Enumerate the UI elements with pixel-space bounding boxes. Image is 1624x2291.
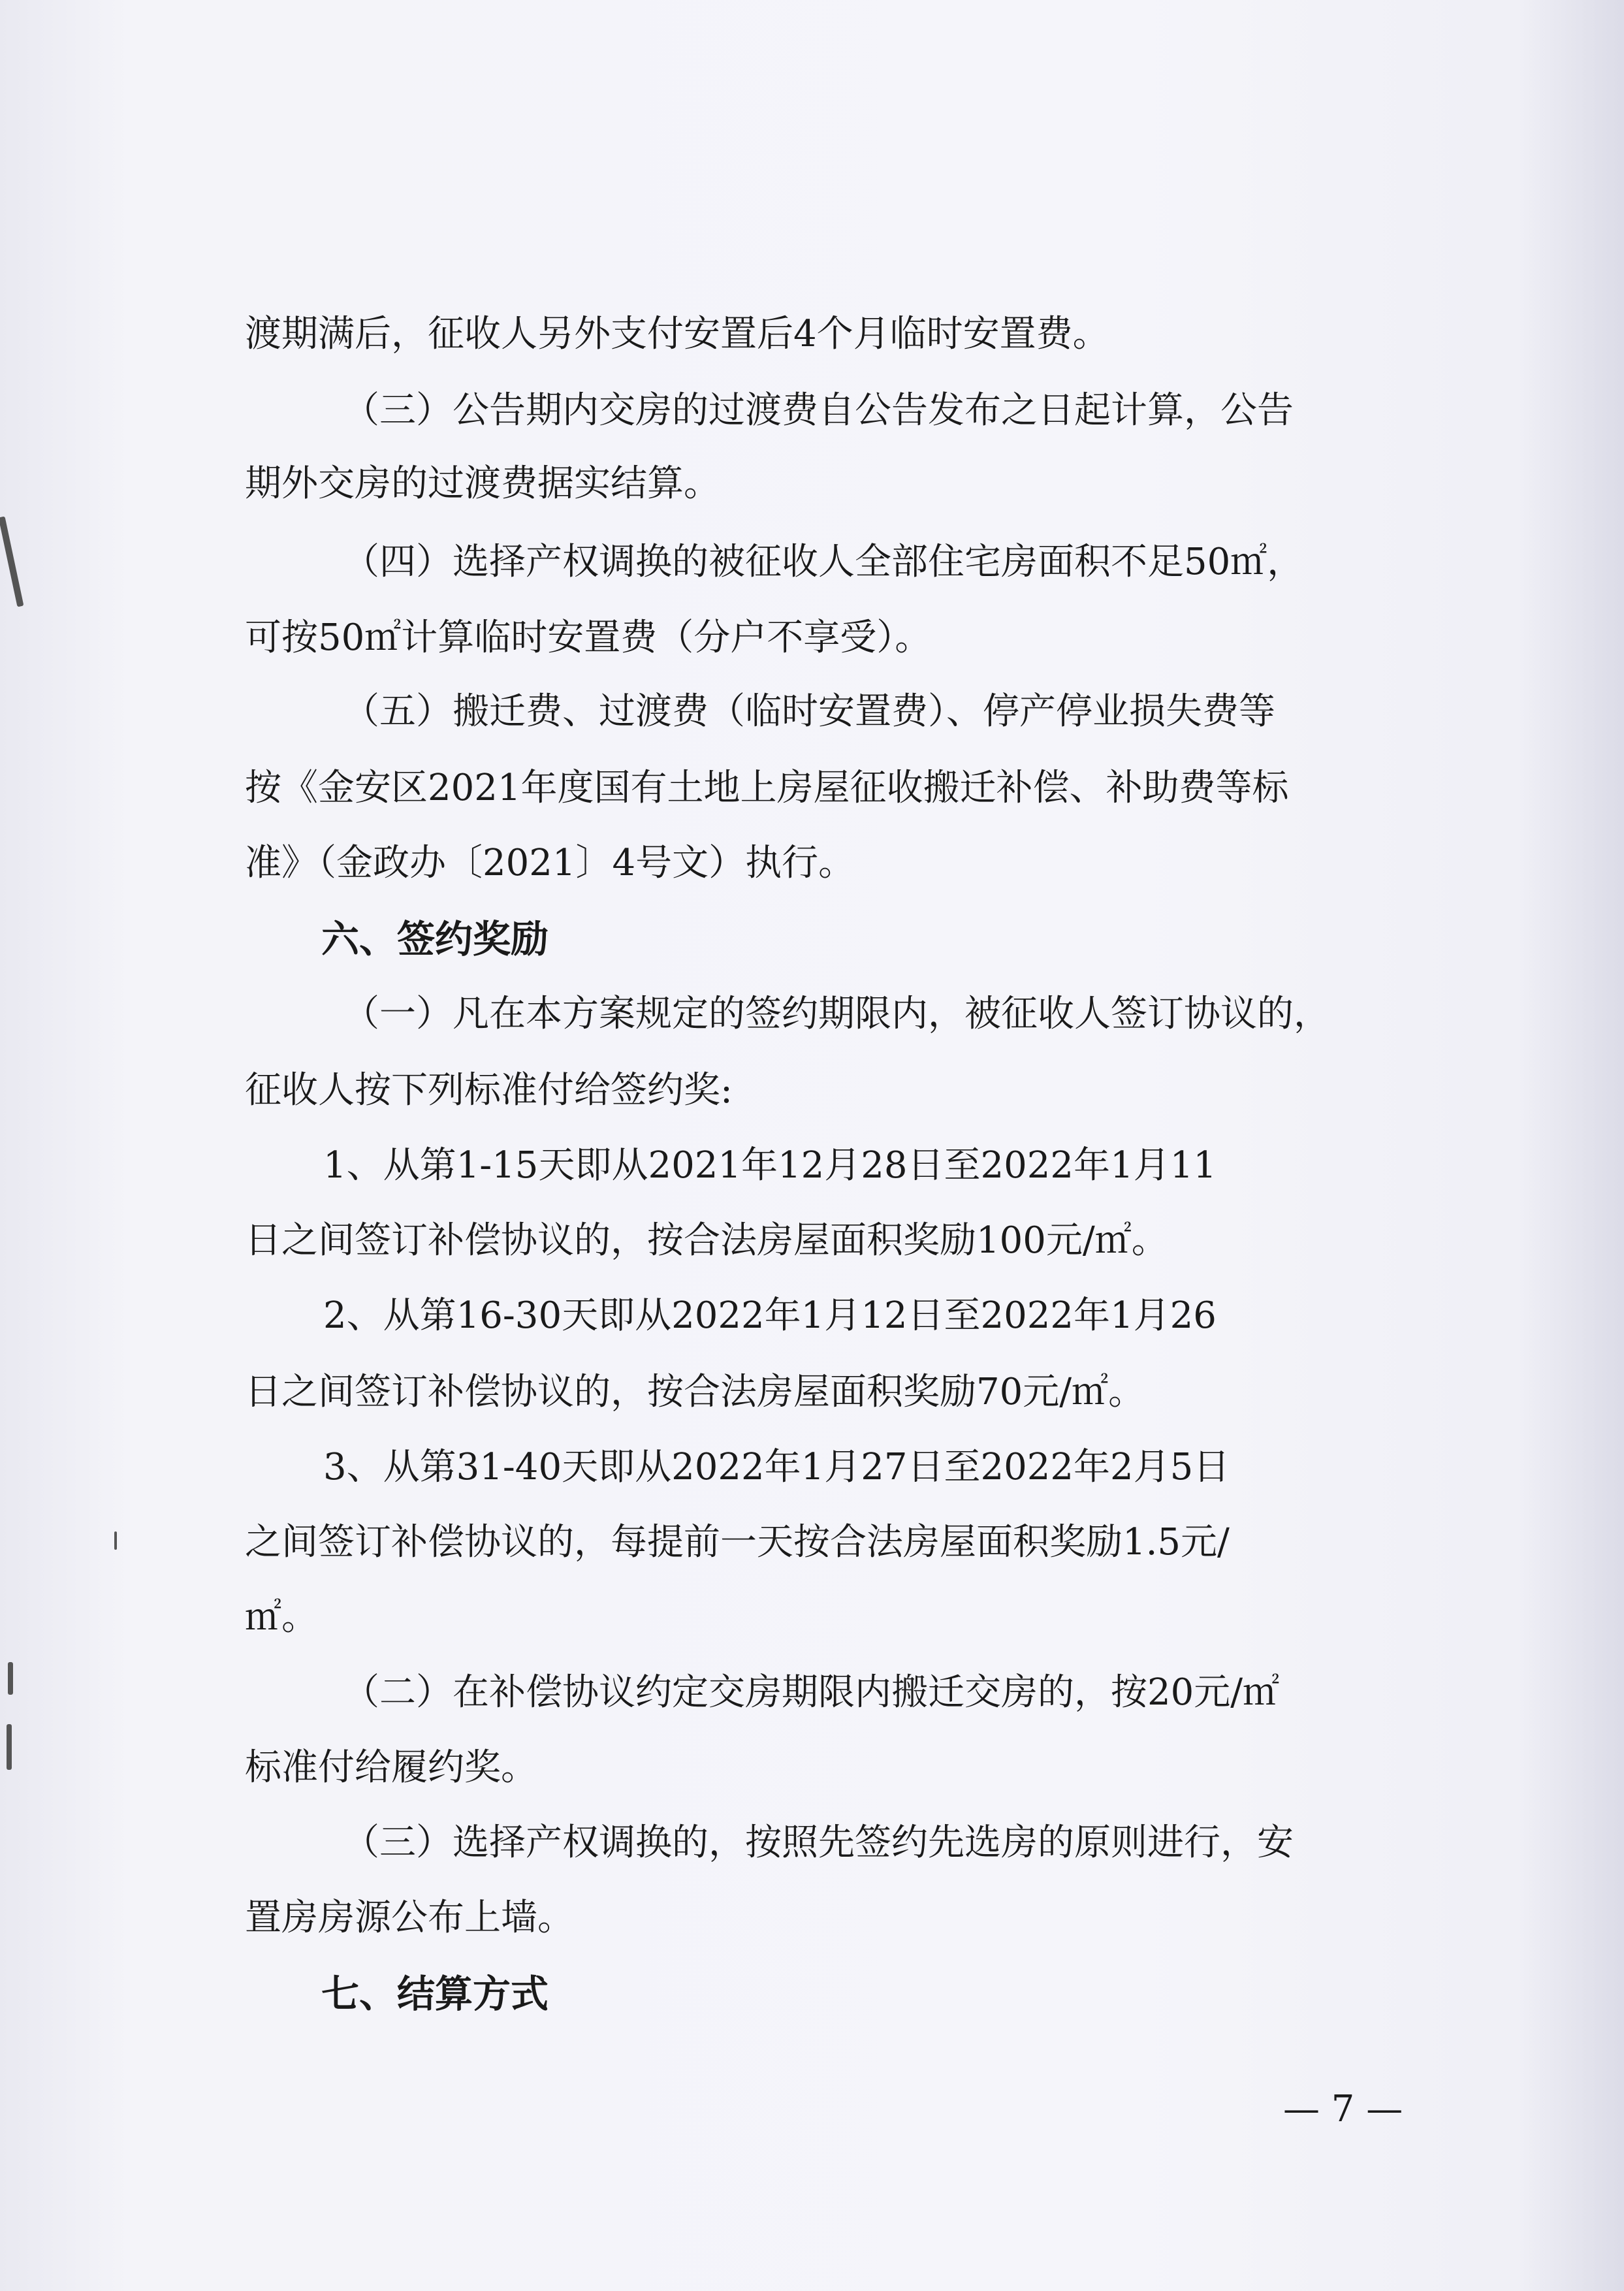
text-line: 标准付给履约奖。 bbox=[245, 1746, 537, 1789]
text-line: 2、从第16-30天即从2022年1月12日至2022年1月26 bbox=[323, 1294, 1217, 1337]
text-line: 1、从第1-15天即从2021年12月28日至2022年1月11 bbox=[323, 1144, 1217, 1187]
text-line: 日之间签订补偿协议的，按合法房屋面积奖励100元/㎡。 bbox=[245, 1219, 1168, 1262]
text-line: 可按50㎡计算临时安置费（分户不享受）。 bbox=[245, 617, 932, 659]
text-line: 期外交房的过渡费据实结算。 bbox=[245, 462, 720, 505]
text-line: 之间签订补偿协议的，每提前一天按合法房屋面积奖励1.5元/ bbox=[245, 1521, 1230, 1563]
text-line: 3、从第31-40天即从2022年1月27日至2022年2月5日 bbox=[323, 1446, 1230, 1488]
text-line: 准》（金政办〔2021〕4号文）执行。 bbox=[245, 842, 855, 884]
section-heading: 六、签约奖励 bbox=[321, 917, 549, 961]
text-line: 征收人按下列标准付给签约奖: bbox=[245, 1069, 733, 1112]
text-line: （五）搬迁费、过渡费（临时安置费）、停产停业损失费等 bbox=[343, 690, 1275, 733]
text-line: 渡期满后，征收人另外支付安置后4个月临时安置费。 bbox=[245, 313, 1109, 355]
text-line: 置房房源公布上墙。 bbox=[245, 1897, 574, 1939]
page-number: — 7 — bbox=[1283, 2088, 1403, 2130]
text-line: ㎡。 bbox=[245, 1596, 318, 1639]
text-line: （二）在补偿协议约定交房期限内搬迁交房的，按20元/㎡ bbox=[343, 1671, 1280, 1714]
page-edge-shadow bbox=[1520, 0, 1624, 2291]
binding-mark bbox=[8, 1662, 13, 1695]
text-line: （三）选择产权调换的，按照先签约先选房的原则进行，安 bbox=[343, 1821, 1294, 1864]
text-line: （三）公告期内交房的过渡费自公告发布之日起计算，公告 bbox=[343, 389, 1294, 432]
text-line: （一）凡在本方案规定的签约期限内，被征收人签订协议的， bbox=[343, 993, 1330, 1035]
binding-mark bbox=[7, 1724, 12, 1770]
text-line: （四）选择产权调换的被征收人全部住宅房面积不足50㎡， bbox=[343, 541, 1304, 583]
section-heading: 七、结算方式 bbox=[321, 1972, 549, 2016]
text-line: 日之间签订补偿协议的，按合法房屋面积奖励70元/㎡。 bbox=[245, 1371, 1145, 1413]
text-line: 按《金安区2021年度国有土地上房屋征收搬迁补偿、补助费等标 bbox=[245, 767, 1289, 809]
binding-mark bbox=[114, 1531, 117, 1550]
